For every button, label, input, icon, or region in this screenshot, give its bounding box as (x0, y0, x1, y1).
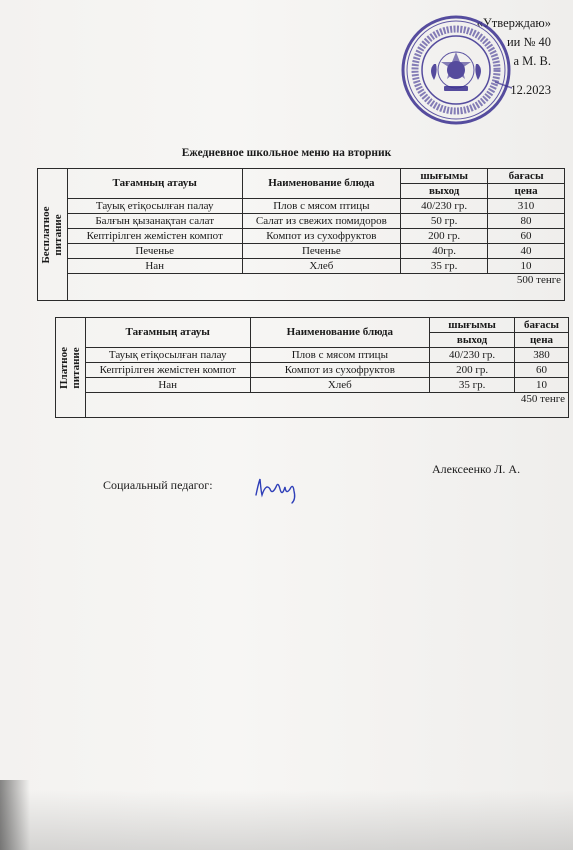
dish-yield: 40/230 гр. (430, 348, 515, 363)
approval-line-3: а М. В. (513, 54, 551, 68)
table-header-row (38, 169, 565, 184)
page-title: Ежедневное школьное меню на вторник (181, 147, 392, 159)
column-header-ru: Наименование блюда (250, 318, 430, 348)
dish-price: 60 (488, 229, 565, 244)
page-shadow (0, 790, 573, 850)
side-label-line-1: Платное (58, 346, 71, 389)
dish-name-ru: Хлеб (242, 259, 401, 274)
dish-yield: 200 гр. (430, 363, 515, 378)
table-row (38, 229, 565, 244)
column-header-ru: Наименование блюда (242, 169, 401, 199)
dish-yield: 40гр. (401, 244, 488, 259)
dish-name-kz: Тауық етіқосылған палау (67, 199, 242, 214)
column-header-yield-kz: шығымы (401, 169, 488, 184)
table-row (56, 378, 569, 393)
dish-yield: 40/230 гр. (401, 199, 488, 214)
dish-name-ru: Салат из свежих помидоров (242, 214, 401, 229)
side-label (38, 169, 68, 301)
free-meals-table (37, 168, 565, 301)
table-row (38, 259, 565, 274)
dish-name-kz: Печенье (67, 244, 242, 259)
dish-price: 310 (488, 199, 565, 214)
column-header-price-kz: бағасы (515, 318, 569, 333)
column-header-price-ru: цена (515, 333, 569, 348)
dish-name-ru: Компот из сухофруктов (250, 363, 430, 378)
page-corner-shadow (0, 780, 30, 850)
handwritten-signature-icon (250, 465, 310, 505)
table-row (38, 244, 565, 259)
dish-price: 10 (488, 259, 565, 274)
column-header-price-kz: бағасы (488, 169, 565, 184)
side-label-line-2: питание (70, 346, 83, 389)
dish-name-ru: Плов с мясом птицы (242, 199, 401, 214)
dish-yield: 50 гр. (401, 214, 488, 229)
table-header-row (56, 318, 569, 333)
dish-name-kz: Балғын қызанақтан салат (67, 214, 242, 229)
dish-yield: 200 гр. (401, 229, 488, 244)
dish-name-ru: Плов с мясом птицы (250, 348, 430, 363)
dish-price: 80 (488, 214, 565, 229)
dish-name-kz: Тауық етіқосылған палау (85, 348, 250, 363)
column-header-yield-kz: шығымы (430, 318, 515, 333)
dish-price: 380 (515, 348, 569, 363)
dish-name-kz: Кептірілген жемістен компот (67, 229, 242, 244)
side-label (56, 318, 86, 418)
official-stamp-icon (400, 14, 512, 126)
total-amount: 450 тенге (85, 393, 568, 418)
column-header-price-ru: цена (488, 184, 565, 199)
table-row (56, 363, 569, 378)
approval-date: 12.2023 (510, 83, 551, 97)
dish-name-kz: Нан (67, 259, 242, 274)
table-row (38, 214, 565, 229)
approval-line-1: «Утверждаю» (476, 16, 551, 30)
signer-name: Алексеенко Л. А. (432, 462, 521, 476)
dish-yield: 35 гр. (430, 378, 515, 393)
side-label-line-1: Бесплатное (40, 205, 53, 264)
table-total-row (56, 393, 569, 418)
dish-name-ru: Компот из сухофруктов (242, 229, 401, 244)
side-label-line-2: питание (52, 213, 65, 256)
dish-name-ru: Хлеб (250, 378, 430, 393)
table-total-row (38, 274, 565, 301)
table-row (38, 199, 565, 214)
column-header-kz: Тағамның атауы (85, 318, 250, 348)
dish-price: 10 (515, 378, 569, 393)
table-row (56, 348, 569, 363)
column-header-kz: Тағамның атауы (67, 169, 242, 199)
dish-name-kz: Нан (85, 378, 250, 393)
approval-line-2: ии № 40 (506, 35, 551, 49)
dish-name-kz: Кептірілген жемістен компот (85, 363, 250, 378)
dish-name-ru: Печенье (242, 244, 401, 259)
dish-yield: 35 гр. (401, 259, 488, 274)
total-amount: 500 тенге (67, 274, 564, 301)
dish-price: 40 (488, 244, 565, 259)
dish-price: 60 (515, 363, 569, 378)
column-header-yield-ru: выход (401, 184, 488, 199)
column-header-yield-ru: выход (430, 333, 515, 348)
signer-role: Социальный педагог: (103, 478, 213, 492)
paid-meals-table (55, 317, 569, 418)
